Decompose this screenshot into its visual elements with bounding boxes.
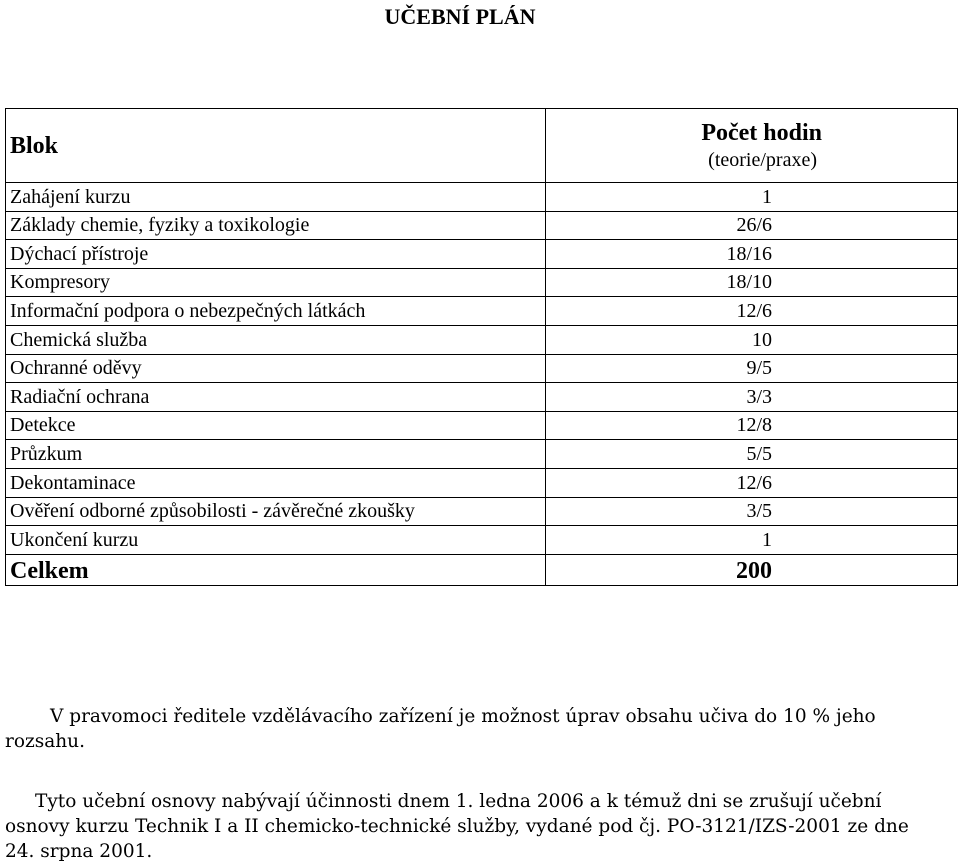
header-hours-sub: (teorie/praxe) <box>708 149 817 171</box>
row-hours: 10 <box>752 328 772 351</box>
row-hours-cell <box>545 268 958 297</box>
total-label: Celkem <box>5 554 545 586</box>
table-row <box>5 354 958 383</box>
row-hours-cell <box>545 211 958 240</box>
table-row <box>5 268 958 297</box>
table-row <box>5 497 958 526</box>
table-row <box>5 525 958 554</box>
row-hours-cell <box>545 325 958 354</box>
row-name: Průzkum <box>5 439 545 468</box>
row-hours-cell <box>545 525 958 554</box>
row-hours-cell <box>545 296 958 325</box>
row-hours-cell <box>545 411 958 440</box>
table-header-row <box>5 108 958 182</box>
row-hours-cell <box>545 182 958 211</box>
row-hours-cell <box>545 497 958 526</box>
row-hours: 26/6 <box>736 214 772 237</box>
row-hours: 12/8 <box>736 414 772 437</box>
header-hours-cell <box>545 108 958 182</box>
row-name: Kompresory <box>5 268 545 297</box>
note-paragraph-adjustments: V pravomoci ředitele vzdělávacího zařízení je možnost úprav obsahu učiva do 10 % jeho rozsahu. <box>5 706 876 752</box>
row-name: Zahájení kurzu <box>5 182 545 211</box>
table-row <box>5 411 958 440</box>
header-hours: Počet hodin <box>701 120 822 146</box>
row-hours-cell <box>545 468 958 497</box>
row-hours: 3/5 <box>746 500 772 523</box>
row-hours: 18/10 <box>726 271 772 294</box>
row-name: Ověření odborné způsobilosti - závěrečné zkoušky <box>5 497 545 526</box>
row-hours-cell <box>545 382 958 411</box>
row-hours: 12/6 <box>736 471 772 494</box>
row-hours-cell <box>545 239 958 268</box>
total-value-cell <box>545 554 958 586</box>
row-hours-cell <box>545 354 958 383</box>
row-hours: 12/6 <box>736 299 772 322</box>
row-name: Detekce <box>5 411 545 440</box>
row-name: Radiační ochrana <box>5 382 545 411</box>
row-name: Informační podpora o nebezpečných látkách <box>5 296 545 325</box>
page-title: UČEBNÍ PLÁN <box>384 4 536 29</box>
table-row <box>5 382 958 411</box>
table-row <box>5 439 958 468</box>
note-paragraph-validity: Tyto učební osnovy nabývají účinnosti dnem 1. ledna 2006 a k témuž dni se zrušují učební osnovy kurzu Technik I a II chemicko-technické služby, vydané pod čj. PO-3121/IZS-2001 ze dne 24. srpna 2001. <box>5 791 909 862</box>
row-name: Základy chemie, fyziky a toxikologie <box>5 211 545 240</box>
header-block: Blok <box>5 108 545 182</box>
row-hours: 18/16 <box>726 242 772 265</box>
row-hours: 1 <box>762 528 772 551</box>
row-name: Ochranné oděvy <box>5 354 545 383</box>
row-name: Ukončení kurzu <box>5 525 545 554</box>
table-row <box>5 325 958 354</box>
row-name: Chemická služba <box>5 325 545 354</box>
table-row <box>5 182 958 211</box>
curriculum-table <box>5 108 958 586</box>
row-hours: 9/5 <box>746 357 772 380</box>
table-row <box>5 296 958 325</box>
row-hours-cell <box>545 439 958 468</box>
row-hours: 5/5 <box>746 442 772 465</box>
table-row <box>5 468 958 497</box>
table-row <box>5 211 958 240</box>
row-hours: 3/3 <box>746 385 772 408</box>
row-hours: 1 <box>762 185 772 208</box>
row-name: Dekontaminace <box>5 468 545 497</box>
total-value: 200 <box>736 557 772 584</box>
row-name: Dýchací přístroje <box>5 239 545 268</box>
total-row <box>5 554 958 586</box>
table-row <box>5 239 958 268</box>
